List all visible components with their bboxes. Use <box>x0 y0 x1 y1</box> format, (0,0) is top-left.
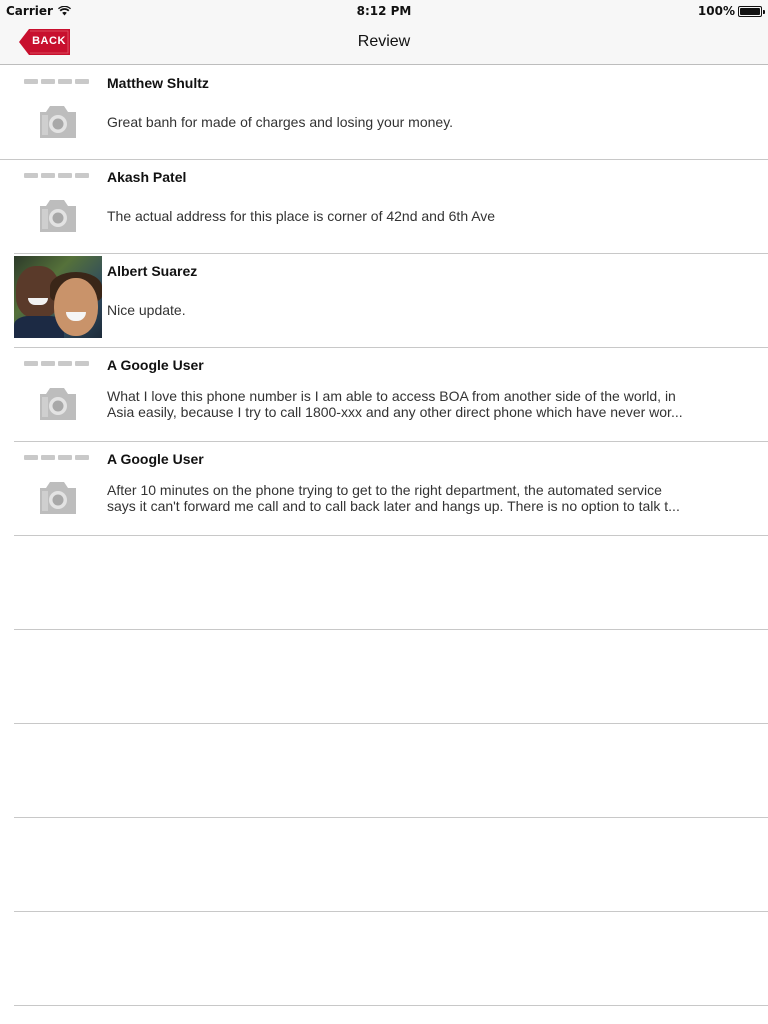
navigation-bar <box>0 22 768 65</box>
review-text <box>107 388 762 420</box>
clock: 8:12 PM <box>356 4 412 18</box>
avatar <box>14 160 102 244</box>
reviewer-name: Matthew Shultz <box>107 75 209 91</box>
empty-table-row <box>14 818 768 912</box>
battery-indicator <box>698 4 762 18</box>
camera-placeholder-icon <box>36 192 80 236</box>
empty-table-row <box>14 724 768 818</box>
camera-placeholder-icon <box>36 474 80 518</box>
avatar <box>14 66 102 150</box>
battery-icon <box>738 6 762 17</box>
avatar-photo <box>14 256 102 338</box>
review-text-line: Asia easily, because I try to call 1800-xxx and any other direct phone which have never wor... <box>107 404 683 420</box>
review-row[interactable] <box>14 254 768 348</box>
avatar <box>14 442 102 526</box>
battery-percent: 100% <box>697 4 735 18</box>
review-text-line: says it can't forward me call and to call back later and hangs up. There is no option to talk t... <box>107 498 680 514</box>
empty-table-row <box>14 536 768 630</box>
camera-placeholder-icon <box>36 98 80 142</box>
avatar <box>14 348 102 432</box>
reviewer-name: Akash Patel <box>107 169 187 185</box>
review-text-line: What I love this phone number is I am able to access BOA from another side of the world, in <box>107 388 676 404</box>
status-bar <box>0 0 768 22</box>
review-text: Great banh for made of charges and losing your money. <box>107 114 454 130</box>
review-row[interactable] <box>14 160 768 254</box>
camera-placeholder-icon <box>36 380 80 424</box>
review-list <box>0 66 768 1006</box>
review-text-line: After 10 minutes on the phone trying to get to the right department, the automated service <box>107 482 662 498</box>
review-text: Nice update. <box>107 302 186 318</box>
rating-bars <box>24 173 94 179</box>
back-button-label: BACK <box>32 35 66 47</box>
rating-bars <box>24 455 94 461</box>
reviewer-name: A Google User <box>107 451 204 467</box>
review-text <box>107 482 762 514</box>
empty-table-row <box>14 912 768 1006</box>
review-row[interactable] <box>14 348 768 442</box>
review-text: The actual address for this place is corner of 42nd and 6th Ave <box>107 208 496 224</box>
reviewer-name: Albert Suarez <box>107 263 198 279</box>
rating-bars <box>24 361 94 367</box>
page-title: Review <box>357 33 411 50</box>
carrier-label: Carrier <box>6 4 53 18</box>
empty-table-row <box>14 630 768 724</box>
rating-bars <box>24 79 94 85</box>
review-row[interactable] <box>0 66 768 160</box>
review-row[interactable] <box>14 442 768 536</box>
reviewer-name: A Google User <box>107 357 204 373</box>
